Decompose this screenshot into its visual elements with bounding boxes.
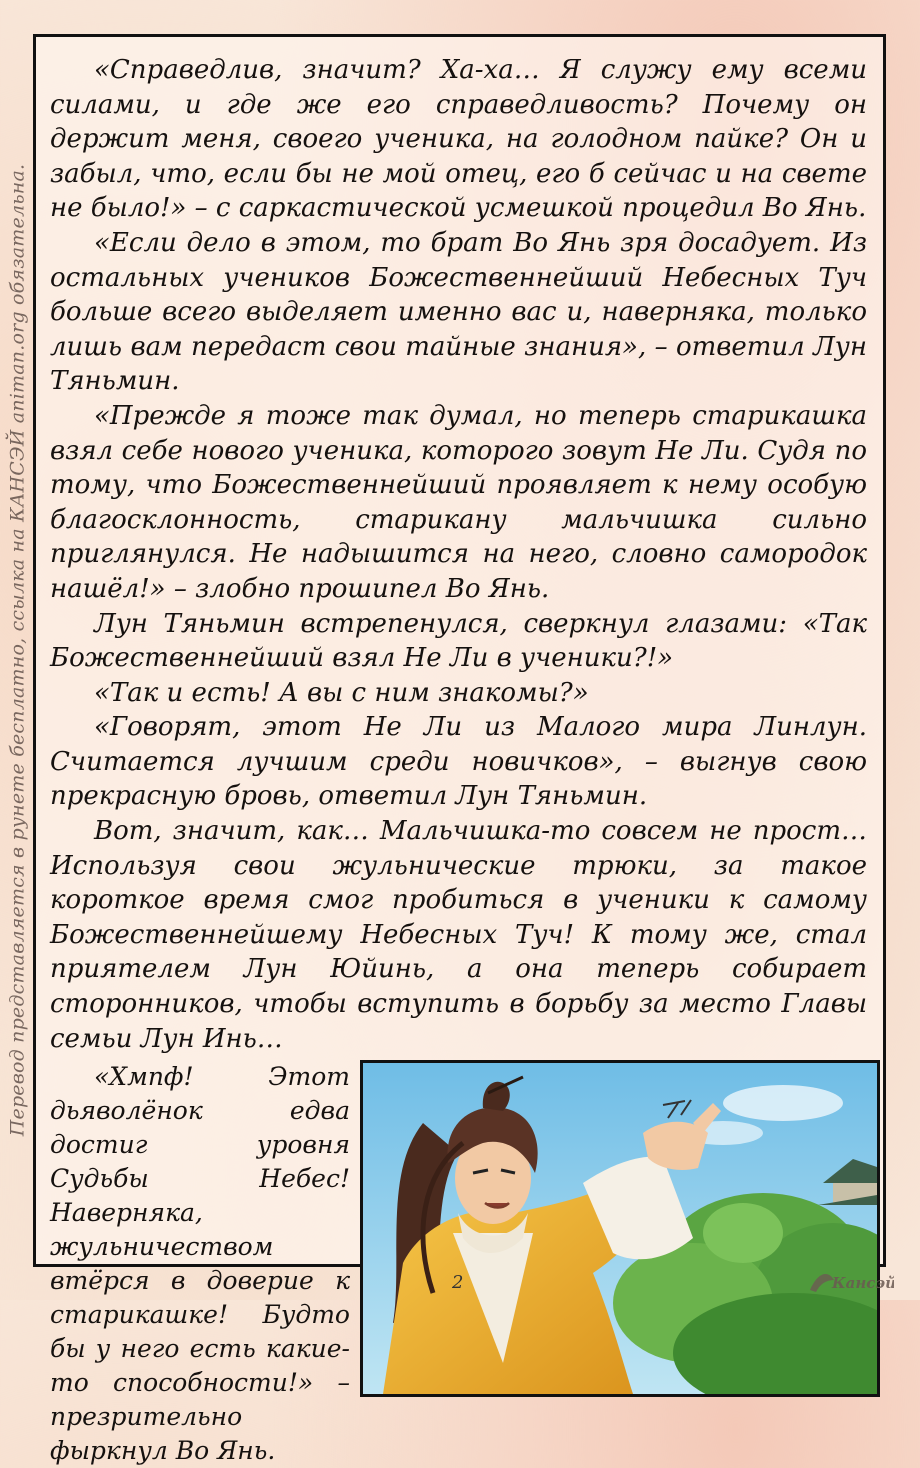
svg-text:Кансэй: Кансэй: [832, 1274, 894, 1292]
paragraph-4: Лун Тяньмин встрепенулся, сверкнул глазами: «Так Божественнейший взял Не Ли в ученики?!»: [50, 608, 867, 674]
illustration-drawing: [363, 1063, 877, 1394]
kansei-logo: [804, 1266, 894, 1296]
bottom-row: [50, 1060, 867, 1468]
paragraph-7: Вот, значит, как… Мальчишка-то совсем не прост… Используя свои жульнические трюки, за такое короткое время смог пробиться в ученики к самому Божественнейшему Небесных Туч! К тому же, стал приятелем Лун Юйинь, а она теперь собирает сторонников, чтобы вступить в борьбу за место Главы семьи Лун Инь…: [50, 816, 867, 1054]
bottom-text-column: [50, 1060, 350, 1468]
paragraph-5: «Так и есть! А вы с ним знакомы?»: [94, 677, 589, 708]
paragraph-6: «Говорят, этот Не Ли из Малого мира Линлун. Считается лучшим среди новичков», – выгнув свою прекрасную бровь, ответил Лун Тяньмин.: [50, 712, 867, 812]
page-number: 2: [452, 1272, 464, 1293]
translation-credit-note: [2, 35, 32, 1265]
paragraph-8: «Хмпф! Этот дьяволёнок едва достиг уровня Судьбы Небес! Наверняка, жульничеством втёрся в доверие к старикашке! Будто бы у него есть какие-то способности!» – презрительно фыркнул Во Янь.: [50, 1062, 350, 1466]
anime-character-illustration: [360, 1060, 880, 1397]
paragraph-2: «Если дело в этом, то брат Во Янь зря досадует. Из остальных учеников Божественнейший Небесных Туч больше всего выделяет именно вас и, наверняка, только лишь вам передаст свои тайные знания», – ответил Лун Тяньмин.: [50, 227, 867, 397]
paragraph-3: «Прежде я тоже так думал, но теперь старикашка взял себе нового ученика, которого зовут Не Ли. Судя по тому, что Божественнейший проявляет к нему особую благосклонность, старикану мальчишка сильно приглянулся. Не надышится на него, словно самородок нашёл!» – злобно прошипел Во Янь.: [50, 400, 867, 604]
cloud: [723, 1085, 843, 1121]
translation-credit-text: Перевод представляется в рунете бесплатно, ссылка на КАНСЭЙ animan.org обязательна.: [6, 163, 29, 1137]
paragraph-1: «Справедлив, значит? Ха-ха… Я служу ему всеми силами, и где же его справедливость? Почему он держит меня, своего ученика, на голодном пайке? Он и забыл, что, если бы не мой отец, его б сейчас и на свете не было!» – с саркастической усмешкой процедил Во Янь.: [50, 55, 867, 224]
